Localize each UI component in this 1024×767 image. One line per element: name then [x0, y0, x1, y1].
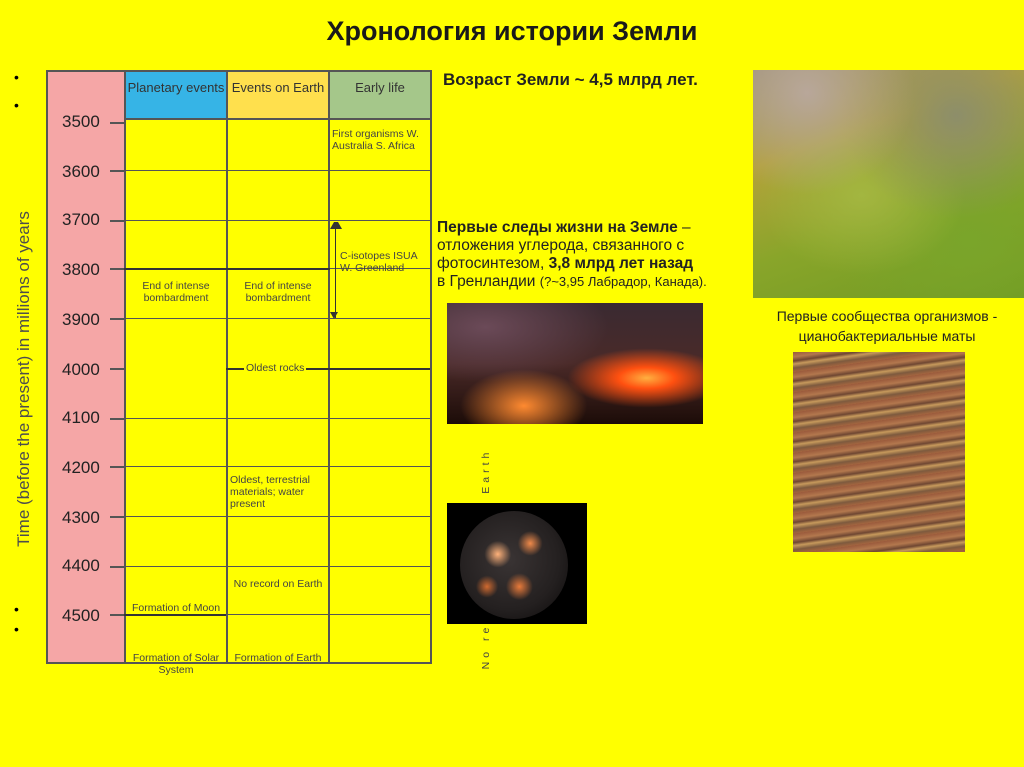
- molten-planet-image: [447, 503, 587, 624]
- bullet: •: [14, 601, 19, 617]
- bullet: •: [14, 97, 19, 113]
- planet-sphere: [460, 511, 568, 619]
- year-label: 4500: [62, 606, 100, 625]
- end-bombardment-planetary: End of intense bombardment: [142, 280, 210, 304]
- timeline-table: [46, 70, 432, 676]
- row-line: [124, 418, 430, 419]
- stromatolite-layers-photo: [793, 352, 965, 552]
- labrador-note: (?~3,95 Лабрадор, Канада).: [539, 274, 707, 289]
- age-highlight: 3,8 млрд лет назад: [548, 255, 694, 272]
- year-label: 3900: [62, 310, 100, 329]
- row-line: [124, 220, 430, 221]
- header-early-life: Early life: [330, 72, 430, 120]
- oldest-terrestrial-materials: Oldest, terrestrial materials; water present: [230, 474, 310, 510]
- column-divider: [328, 120, 330, 662]
- year-label: 3500: [62, 112, 100, 131]
- y-axis-label: Time (before the present) in millions of years: [14, 211, 33, 547]
- c-isotopes-note: C-isotopes ISUA W. Greenland: [340, 250, 418, 274]
- row-line: [124, 516, 430, 517]
- dash: –: [677, 219, 691, 236]
- year-label: 3600: [62, 162, 100, 181]
- formation-of-solar-system: Formation of Solar System: [132, 652, 220, 676]
- year-label: 4000: [62, 360, 100, 379]
- earth-age-text: Возраст Земли ~ 4,5 млрд лет.: [443, 70, 698, 89]
- first-traces-text: [437, 219, 757, 291]
- greenland-text: в Гренландии: [437, 273, 536, 290]
- end-bombardment-earth: End of intense bombardment: [244, 280, 312, 304]
- formation-of-moon: Formation of Moon: [131, 602, 221, 614]
- row-line: [124, 318, 430, 319]
- page-title: Хронология истории Земли: [326, 16, 698, 46]
- year-label: 4300: [62, 508, 100, 527]
- year-label: 3800: [62, 260, 100, 279]
- header-planetary-events: Planetary events: [126, 72, 228, 120]
- c-isotopes-range-arrow: [335, 224, 336, 318]
- moon-marker: [124, 614, 226, 616]
- bombardment-marker: [226, 268, 330, 270]
- cyanobacterial-mats-photo: [753, 70, 1024, 298]
- arrow-down-icon: [330, 312, 338, 319]
- year-label: 4200: [62, 458, 100, 477]
- mats-caption: Первые сообщества организмов - цианобактериальные маты: [776, 308, 998, 344]
- row-line: [124, 170, 430, 171]
- row-line: [328, 368, 430, 370]
- early-earth-volcano-image: [447, 303, 703, 424]
- oldest-rocks: Oldest rocks: [246, 362, 305, 374]
- year-label: 4100: [62, 408, 100, 427]
- bombardment-marker: [124, 268, 226, 270]
- row-line: [124, 566, 430, 567]
- year-label: 4400: [62, 556, 100, 575]
- no-record-on-earth: No record on Earth: [233, 578, 323, 590]
- bullet: •: [14, 621, 19, 637]
- first-organisms-note: First organisms W. Australia S. Africa: [332, 128, 419, 152]
- bullet: •: [14, 69, 19, 85]
- row-line: [124, 466, 430, 467]
- arrow-up-icon: [330, 216, 342, 229]
- formation-of-earth: Formation of Earth: [234, 652, 322, 664]
- carbon-deposits-text: отложения углерода, связанного с фотосинтезом,: [437, 237, 685, 272]
- header-events-on-earth: Events on Earth: [228, 72, 330, 120]
- year-label: 3700: [62, 210, 100, 229]
- first-traces-heading: Первые следы жизни на Земле: [437, 219, 678, 236]
